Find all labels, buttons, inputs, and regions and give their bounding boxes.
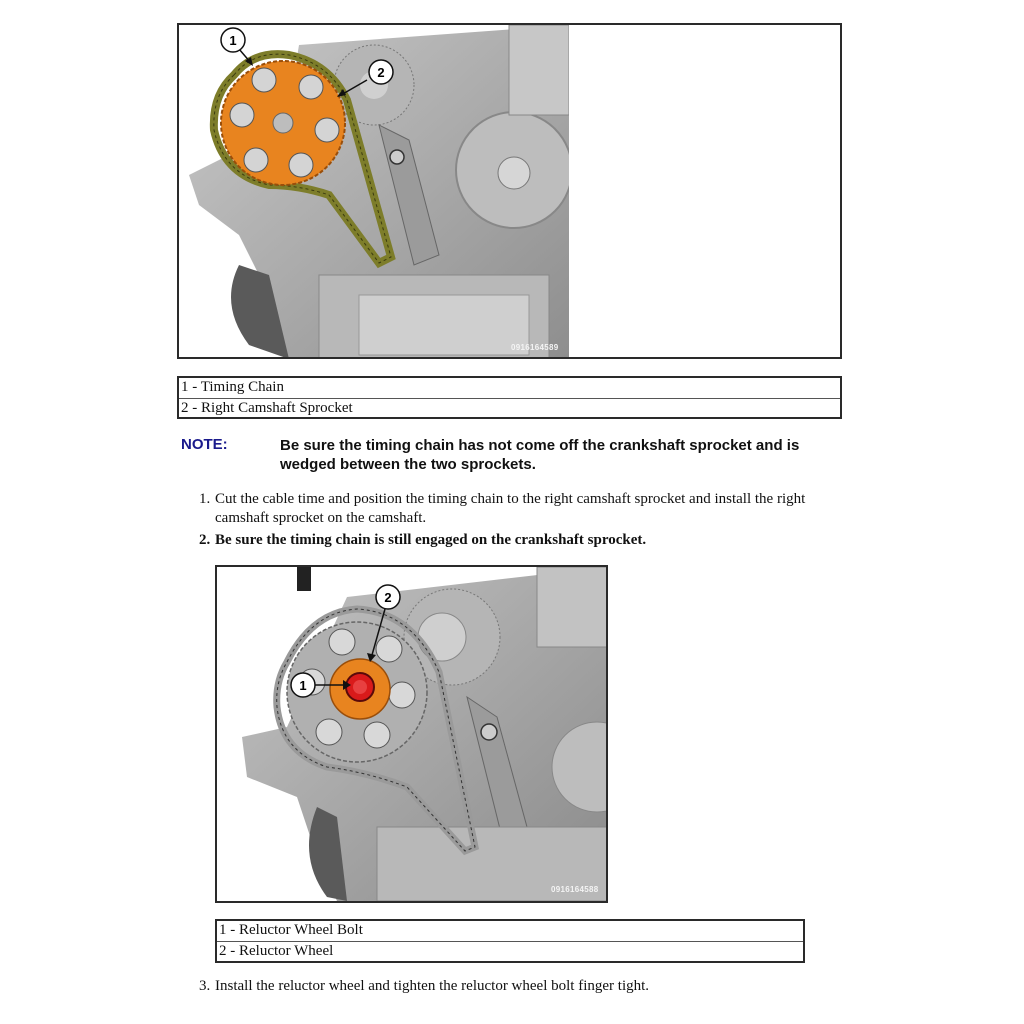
note-label: NOTE: [181, 436, 228, 453]
step-1: 1. Cut the cable time and position the timing chain to the right camshaft sprocket and install the right camshaft sprocket on the camshaft. [199, 491, 806, 526]
step-text: Install the reluctor wheel and tighten the reluctor wheel bolt finger tight. [215, 978, 650, 994]
figure-timing-chain [177, 23, 842, 359]
engine-illustration-2 [217, 567, 607, 901]
step-text: Cut the cable time and position the timing chain to the right camshaft sprocket and install the right camshaft sprocket on the camshaft. [215, 491, 806, 526]
legend-table-1 [177, 376, 842, 419]
legend-row: 2 - Reluctor Wheel [217, 941, 803, 961]
legend-row: 1 - Timing Chain [181, 379, 284, 395]
figure-id: 0916164589 [511, 343, 559, 352]
svg-text:1: 1 [229, 33, 237, 48]
legend-table-2 [215, 919, 805, 963]
figure-reluctor-wheel [215, 565, 608, 903]
step-text: Be sure the timing chain is still engaged on the crankshaft sprocket. [215, 532, 647, 548]
step-3: 3. Install the reluctor wheel and tighten the reluctor wheel bolt finger tight. [199, 978, 650, 994]
procedure-steps-continued [199, 977, 839, 996]
svg-text:2: 2 [377, 65, 385, 80]
figure-id: 0916164588 [551, 885, 599, 894]
engine-illustration-1 [179, 25, 569, 359]
procedure-steps [199, 490, 839, 550]
legend-row: 1 - Reluctor Wheel Bolt [219, 922, 363, 938]
legend-row: 2 - Right Camshaft Sprocket [179, 398, 840, 418]
svg-text:2: 2 [384, 590, 392, 605]
svg-text:1: 1 [299, 678, 307, 693]
step-2: 2. Be sure the timing chain is still engaged on the crankshaft sprocket. [199, 532, 647, 548]
note-text: Be sure the timing chain has not come off the crankshaft sprocket and is wedged between the two sprockets. [280, 437, 800, 473]
